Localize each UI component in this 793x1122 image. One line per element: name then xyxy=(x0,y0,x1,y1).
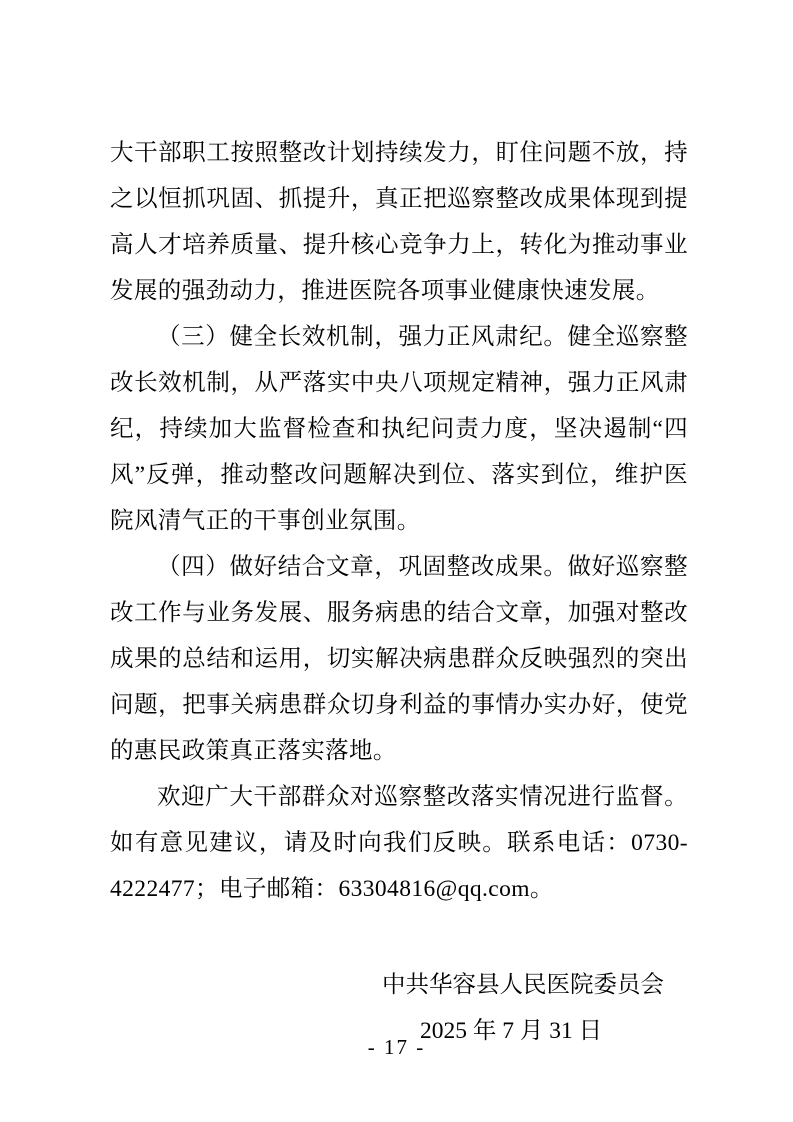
signature-date: 2025 年 7 月 31 日 xyxy=(420,1018,603,1044)
paragraph-continuation: 大干部职工按照整改计划持续发力，盯住问题不放，持之以恒抓巩固、抓提升，真正把巡察整改成果体现到提高人才培养质量、提升核心竞争力上，转化为推动事业发展的强劲动力，推进医院各项事业健康快速发展。 xyxy=(110,140,688,304)
page-number: - 17 - xyxy=(367,1035,426,1059)
paragraph-contact: 欢迎广大干部群众对巡察整改落实情况进行监督。如有意见建议，请及时向我们反映。联系电话：0730-4222477；电子邮箱：63304816@qq.com。 xyxy=(110,784,688,902)
document-body xyxy=(110,130,688,912)
paragraph-section-four: （四）做好结合文章，巩固整改成果。做好巡察整改工作与业务发展、服务病患的结合文章，加强对整改成果的总结和运用，切实解决病患群众反映强烈的突出问题，把事关病患群众切身利益的事情办实办好，使党的惠民政策真正落实落地。 xyxy=(110,554,688,764)
paragraph-section-three: （三）健全长效机制，强力正风肃纪。健全巡察整改长效机制，从严落实中央八项规定精神，强力正风肃纪，持续加大监督检查和执纪问责力度，坚决遏制“四风”反弹，推动整改问题解决到位、落实到位，维护医院风清气正的干事创业氛围。 xyxy=(110,324,688,534)
signature-organization: 中共华容县人民医院委员会 xyxy=(382,972,664,998)
